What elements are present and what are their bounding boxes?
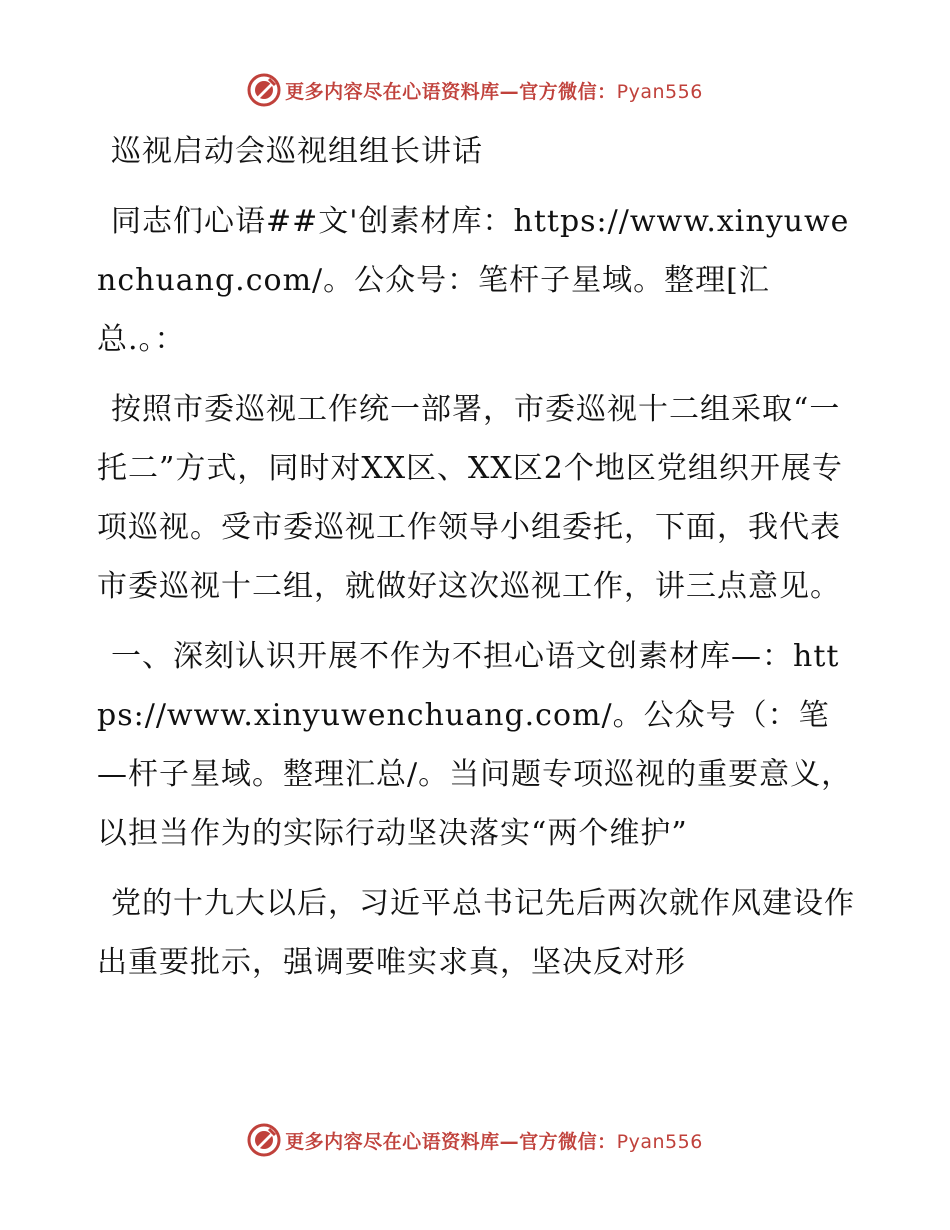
banner-label: 更多内容尽在心语资料库—官方微信：	[285, 1130, 617, 1153]
banner-text	[285, 1127, 703, 1154]
paragraph-2: 按照市委巡视工作统一部署，市委巡视十二组采取“一托二”方式，同时对XX区、XX区2个地区党组织开展专项巡视。受市委巡视工作领导小组委托，下面，我代表市委巡视十二组，就做好这次巡视工作，讲三点意见。	[97, 392, 843, 604]
banner-label: 更多内容尽在心语资料库—官方微信：	[285, 80, 617, 103]
logo-icon	[247, 1123, 281, 1157]
paragraph-3: 一、深刻认识开展不作为不担心语文创素材库—：https://www.xinyuwenchuang.com/。公众号（：笔—杆子星域。整理汇总/。当问题专项巡视的重要意义，以担当作为的实际行动坚决落实“两个维护”	[97, 639, 853, 851]
logo-icon	[247, 73, 281, 107]
paragraph-4: 党的十九大以后，习近平总书记先后两次就作风建设作出重要批示，强调要唯实求真，坚决反对形	[97, 886, 855, 980]
document-body	[97, 122, 857, 992]
wechat-id: Pyan556	[616, 80, 703, 103]
header-banner	[0, 68, 950, 112]
document-title: 巡视启动会巡视组组长讲话	[111, 134, 483, 169]
paragraph-1: 同志们心语##文'创素材库：https://www.xinyuwenchuang.com/。公众号：笔杆子星域。整理[汇总.。：	[97, 204, 850, 357]
wechat-id: Pyan556	[616, 1130, 703, 1153]
footer-banner	[0, 1118, 950, 1162]
banner-text	[285, 77, 703, 104]
